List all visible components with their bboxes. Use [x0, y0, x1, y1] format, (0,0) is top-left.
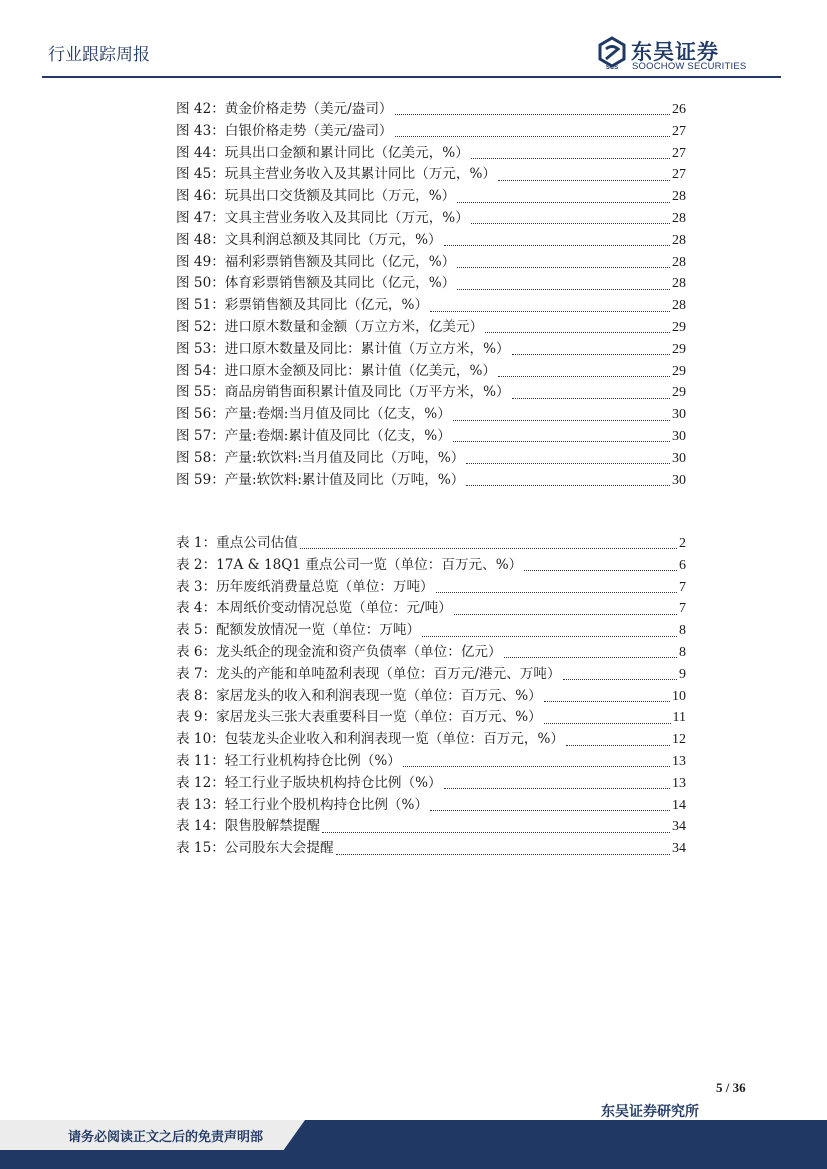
toc-page-number: 12 — [672, 732, 686, 748]
table-toc-entry[interactable] — [176, 795, 686, 817]
toc-dot-leader — [563, 679, 677, 680]
figure-toc-entry[interactable] — [176, 470, 686, 492]
toc-entry-label: 表 12：轻工行业子版块机构持仓比例（%） — [176, 774, 442, 791]
toc-entry-label: 表 6：龙头纸企的现金流和资产负债率（单位：亿元） — [176, 643, 502, 660]
toc-entry-label: 图 46：玩具出口交货额及其同比（万元，%） — [176, 188, 456, 205]
figure-toc-entry[interactable] — [176, 186, 686, 208]
toc-entry-label: 表 5：配额发放情况一览（单位：万吨） — [176, 622, 421, 639]
toc-page-number: 29 — [672, 319, 686, 335]
toc-entry-label: 表 14：限售股解禁提醒 — [176, 818, 320, 835]
toc-dot-leader — [444, 788, 670, 789]
toc-dot-leader — [457, 202, 670, 203]
toc-page-number: 8 — [679, 623, 686, 639]
figure-toc-entry[interactable] — [176, 382, 686, 404]
toc-entry-label: 表 13：轻工行业个股机构持仓比例（%） — [176, 796, 429, 813]
figure-toc-entry[interactable] — [176, 252, 686, 274]
header-divider — [42, 76, 781, 78]
toc-dot-leader — [395, 114, 670, 115]
toc-page-number: 11 — [672, 710, 686, 726]
toc-dot-leader — [444, 245, 670, 246]
figure-toc-entry[interactable] — [176, 361, 686, 383]
toc-entry-label: 图 44：玩具出口金额和累计同比（亿美元，%） — [176, 144, 469, 161]
toc-dot-leader — [403, 766, 670, 767]
table-toc-entry[interactable] — [176, 751, 686, 773]
figure-toc-entry[interactable] — [176, 295, 686, 317]
toc-page-number: 8 — [679, 644, 686, 660]
toc-dot-leader — [395, 136, 670, 137]
toc-page-number: 34 — [672, 819, 686, 835]
toc-entry-label: 表 7：龙头的产能和单吨盈利表现（单位：百万元/港元、万吨） — [176, 665, 561, 682]
toc-dot-leader — [466, 485, 670, 486]
toc-entry-label: 表 8：家居龙头的收入和利润表现一览（单位：百万元、%） — [176, 687, 542, 704]
toc-dot-leader — [566, 745, 670, 746]
table-toc-entry[interactable] — [176, 707, 686, 729]
figure-toc-entry[interactable] — [176, 448, 686, 470]
toc-entry-label: 图 45：玩具主营业务收入及其累计同比（万元，%） — [176, 166, 497, 183]
toc-entry-label: 图 42：黄金价格走势（美元/盎司） — [176, 101, 393, 117]
toc-entry-label: 图 48：文具利润总额及其同比（万元，%） — [176, 231, 442, 248]
toc-page-number: 34 — [672, 841, 686, 857]
table-toc-entry[interactable] — [176, 773, 686, 795]
table-toc-entry[interactable] — [176, 642, 686, 664]
toc-dot-leader — [300, 548, 677, 549]
toc-dot-leader — [430, 311, 670, 312]
table-toc-entry[interactable] — [176, 598, 686, 620]
toc-page-number: 28 — [672, 189, 686, 205]
figure-toc-entry[interactable] — [176, 208, 686, 230]
figure-toc-entry[interactable] — [176, 273, 686, 295]
toc-page-number: 29 — [672, 385, 686, 401]
toc-dot-leader — [512, 354, 670, 355]
logo-chinese-name: 东吴证券 — [631, 40, 719, 64]
toc-dot-leader — [336, 854, 670, 855]
table-toc-entry[interactable] — [176, 664, 686, 686]
figure-list — [176, 99, 686, 491]
toc-dot-leader — [471, 158, 670, 159]
toc-dot-leader — [436, 592, 677, 593]
figure-toc-entry[interactable] — [176, 339, 686, 361]
toc-page-number: 28 — [672, 232, 686, 248]
table-toc-entry[interactable] — [176, 533, 686, 555]
figure-toc-entry[interactable] — [176, 426, 686, 448]
footer-company: 东吴证券研究所 — [601, 1104, 699, 1120]
figure-toc-entry[interactable] — [176, 164, 686, 186]
toc-page-number: 28 — [672, 210, 686, 226]
toc-entry-label: 图 54：进口原木金额及同比：累计值（亿美元，%） — [176, 362, 497, 379]
table-toc-entry[interactable] — [176, 620, 686, 642]
toc-page-number: 30 — [672, 407, 686, 423]
toc-entry-label: 表 4：本周纸价变动情况总览（单位：元/吨） — [176, 600, 452, 617]
figure-toc-entry[interactable] — [176, 143, 686, 165]
toc-entry-label: 表 11：轻工行业机构持仓比例（%） — [176, 752, 401, 769]
table-toc-entry[interactable] — [176, 729, 686, 751]
soochow-logo-icon — [597, 36, 627, 70]
logo-english-name: SOOCHOW SECURITIES — [632, 61, 747, 72]
toc-entry-label: 图 57：产量:卷烟:累计值及同比（亿支，%） — [176, 427, 451, 444]
toc-page-number: 28 — [672, 254, 686, 270]
table-toc-entry[interactable] — [176, 838, 686, 860]
toc-page-number: 2 — [679, 536, 686, 551]
toc-page-number: 7 — [679, 601, 686, 617]
figure-toc-entry[interactable] — [176, 121, 686, 143]
figure-toc-entry[interactable] — [176, 404, 686, 426]
toc-page-number: 27 — [672, 145, 686, 161]
table-toc-entry[interactable] — [176, 686, 686, 708]
table-list — [176, 533, 686, 860]
toc-page-number: 27 — [672, 123, 686, 139]
toc-entry-label: 表 15：公司股东大会提醒 — [176, 840, 334, 857]
table-toc-entry[interactable] — [176, 577, 686, 599]
toc-entry-label: 图 56：产量:卷烟:当月值及同比（亿支，%） — [176, 406, 451, 423]
toc-dot-leader — [498, 376, 670, 377]
toc-page-number: 29 — [672, 363, 686, 379]
toc-page-number: 26 — [672, 102, 686, 117]
toc-dot-leader — [544, 723, 671, 724]
toc-page-number: 28 — [672, 276, 686, 292]
toc-page-number: 9 — [679, 666, 686, 682]
toc-entry-label: 图 50：体育彩票销售额及其同比（亿元，%） — [176, 275, 456, 292]
logo-mark-text: SCS — [605, 65, 619, 70]
toc-entry-label: 表 10：包装龙头企业收入和利润表现一览（单位：百万元，%） — [176, 731, 564, 748]
company-logo — [597, 36, 767, 72]
toc-page-number: 30 — [672, 472, 686, 488]
toc-page-number: 29 — [672, 341, 686, 357]
toc-entry-label: 表 1：重点公司估值 — [176, 535, 298, 551]
toc-entry-label: 图 53：进口原木数量及同比：累计值（万立方米，%） — [176, 340, 510, 357]
toc-page-number: 28 — [672, 298, 686, 314]
toc-page-number: 14 — [672, 797, 686, 813]
table-toc-entry[interactable] — [176, 816, 686, 838]
toc-entry-label: 图 55：商品房销售面积累计值及同比（万平方米，%） — [176, 384, 510, 401]
toc-page-number: 27 — [672, 167, 686, 183]
toc-dot-leader — [471, 223, 670, 224]
report-type-title: 行业跟踪周报 — [48, 45, 150, 65]
toc-dot-leader — [498, 180, 670, 181]
toc-entry-label: 表 3：历年废纸消费量总览（单位：万吨） — [176, 578, 434, 595]
toc-entry-label: 图 43：白银价格走势（美元/盎司） — [176, 122, 393, 139]
toc-page-number: 6 — [679, 557, 686, 573]
toc-entry-label: 图 58：产量:软饮料:当月值及同比（万吨，%） — [176, 449, 465, 466]
toc-dot-leader — [430, 810, 670, 811]
toc-dot-leader — [453, 420, 670, 421]
page-number: 5 / 36 — [716, 1080, 746, 1095]
toc-page-number: 10 — [672, 688, 686, 704]
toc-dot-leader — [422, 636, 677, 637]
toc-dot-leader — [485, 332, 670, 333]
toc-entry-label: 图 59：产量:软饮料:累计值及同比（万吨，%） — [176, 471, 465, 488]
toc-dot-leader — [457, 289, 670, 290]
toc-dot-leader — [466, 463, 670, 464]
figure-toc-entry[interactable] — [176, 317, 686, 339]
table-toc-entry[interactable] — [176, 555, 686, 577]
toc-entry-label: 图 51：彩票销售额及其同比（亿元，%） — [176, 297, 429, 314]
toc-entry-label: 表 9：家居龙头三张大表重要科目一览（单位：百万元、%） — [176, 709, 542, 726]
toc-entry-label: 图 52：进口原木数量和金额（万立方米，亿美元） — [176, 318, 484, 335]
toc-dot-leader — [504, 657, 677, 658]
toc-page-number: 13 — [672, 775, 686, 791]
toc-dot-leader — [524, 570, 677, 571]
figure-toc-entry[interactable] — [176, 99, 686, 121]
footer-disclaimer: 请务必阅读正文之后的免责声明部 — [68, 1130, 264, 1145]
toc-page-number: 30 — [672, 428, 686, 444]
toc-page-number: 13 — [672, 753, 686, 769]
toc-entry-label: 图 49：福利彩票销售额及其同比（亿元，%） — [176, 253, 456, 270]
toc-dot-leader — [454, 614, 677, 615]
toc-dot-leader — [322, 832, 670, 833]
toc-entry-label: 图 47：文具主营业务收入及其同比（万元，%） — [176, 209, 469, 226]
toc-page-number: 30 — [672, 450, 686, 466]
toc-dot-leader — [453, 441, 670, 442]
toc-dot-leader — [544, 701, 670, 702]
toc-dot-leader — [512, 398, 670, 399]
toc-page-number: 7 — [679, 579, 686, 595]
toc-dot-leader — [457, 267, 670, 268]
toc-entry-label: 表 2：17A & 18Q1 重点公司一览（单位：百万元、%） — [176, 556, 523, 573]
figure-toc-entry[interactable] — [176, 230, 686, 252]
